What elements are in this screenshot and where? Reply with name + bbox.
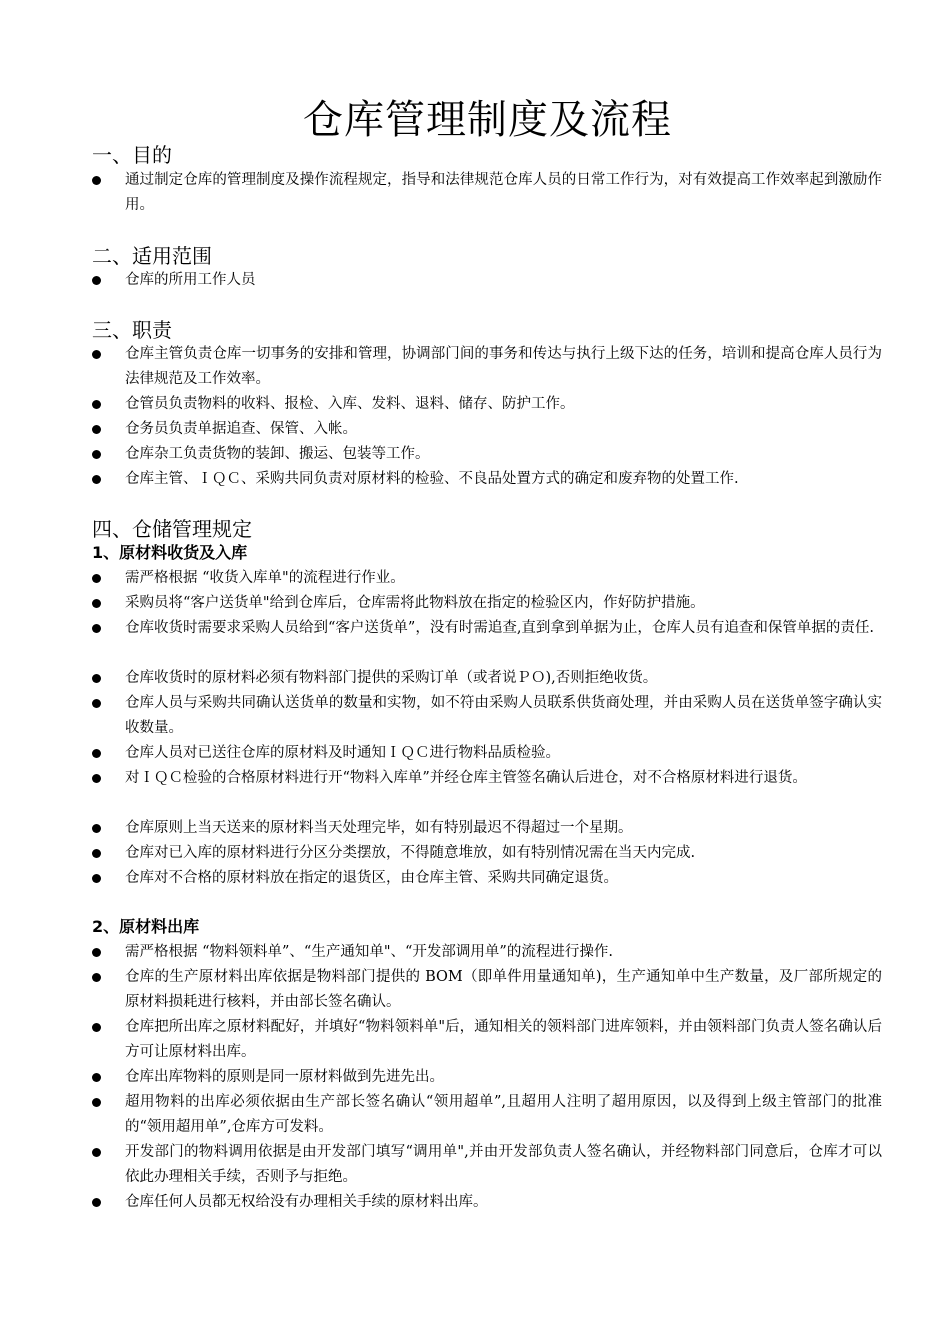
list-item-text: 仓库主管、ＩＱＣ、采购共同负责对原材料的检验、不良品处置方式的确定和废弃物的处置工作. — [125, 471, 739, 487]
bullet-icon — [92, 824, 101, 833]
list-item-text: 仓管员负责物料的收料、报检、入库、发料、退料、储存、防护工作。 — [125, 396, 575, 412]
list-item-text: 仓库任何人员都无权给没有办理相关手续的原材料出库。 — [125, 1194, 488, 1210]
bullet-icon — [92, 774, 101, 783]
subsection-heading-issuing: 2、原材料出库 — [92, 917, 200, 936]
list-item-text: 需严格根据 “物料领料单”、“生产通知单"、“开发部调用单”的流程进行操作. — [125, 944, 613, 960]
bullet-icon — [92, 874, 101, 883]
bullet-icon — [92, 276, 101, 285]
bullet-icon — [92, 176, 101, 185]
bullet-icon — [92, 574, 101, 583]
list-item-text: 仓库对不合格的原材料放在指定的退货区，由仓库主管、采购共同确定退货。 — [125, 870, 618, 886]
section-heading-purpose: 一、目的 — [92, 143, 172, 167]
list-item-text: 仓库的生产原材料出库依据是物料部门提供的 BOM（即单件用量通知单)，生产通知单中生产数量，及厂部所规定的原材料损耗进行核料，并由部长签名确认。 — [125, 969, 882, 1010]
bullet-icon — [92, 699, 101, 708]
bullet-icon — [92, 948, 101, 957]
list-item-text: 对ＩＱＣ检验的合格原材料进行开“物料入库单”并经仓库主管签名确认后进仓，对不合格原材料进行退货。 — [125, 770, 807, 786]
list-item-text: 超用物料的出库必须依据由生产部长签名确认“领用超单”,且超用人注明了超用原因，以及得到上级主管部门的批准的“领用超用单”,仓库方可发料。 — [125, 1094, 882, 1135]
document-title: 仓库管理制度及流程 — [303, 97, 672, 143]
list-item-text: 仓库主管负责仓库一切事务的安排和管理，协调部门间的事务和传达与执行上级下达的任务，培训和提高仓库人员行为法律规范及工作效率。 — [125, 346, 882, 387]
list-item-text: 采购员将“客户送货单"给到仓库后，仓库需将此物料放在指定的检验区内，作好防护措施。 — [125, 595, 705, 611]
list-item-text: 仓库收货时需要求采购人员给到“客户送货单”，没有时需追查,直到拿到单据为止，仓库人员有追查和保管单据的责任. — [125, 620, 875, 636]
bullet-icon — [92, 1073, 101, 1082]
list-item-text: 仓库的所用工作人员 — [125, 272, 256, 288]
bullet-icon — [92, 450, 101, 459]
list-item-text: 仓务员负责单据追查、保管、入帐。 — [125, 421, 357, 437]
bullet-icon — [92, 599, 101, 608]
list-item-text: 仓库出库物料的原则是同一原材料做到先进先出。 — [125, 1069, 444, 1085]
bullet-icon — [92, 973, 101, 982]
subsection-heading-receiving: 1、原材料收货及入库 — [92, 543, 248, 562]
bullet-icon — [92, 350, 101, 359]
list-item-text: 仓库对已入库的原材料进行分区分类摆放，不得随意堆放，如有特别情况需在当天内完成. — [125, 845, 696, 861]
bullet-icon — [92, 1023, 101, 1032]
list-item-text: 需严格根据 “收货入库单"的流程进行作业。 — [125, 570, 405, 586]
section-heading-storage-rules: 四、仓储管理规定 — [92, 517, 252, 541]
bullet-icon — [92, 1198, 101, 1207]
list-item-text: 通过制定仓库的管理制度及操作流程规定，指导和法律规范仓库人员的日常工作行为，对有效提高工作效率起到激励作用。 — [125, 172, 882, 213]
bullet-icon — [92, 1098, 101, 1107]
bullet-icon — [92, 475, 101, 484]
list-item-text: 仓库把所出库之原材料配好，并填好“物料领料单"后，通知相关的领料部门进库领料，并由领料部门负责人签名确认后方可让原材料出库。 — [125, 1019, 882, 1060]
bullet-icon — [92, 674, 101, 683]
bullet-icon — [92, 425, 101, 434]
list-item-text: 仓库杂工负责货物的装卸、搬运、包装等工作。 — [125, 446, 430, 462]
list-item-text: 开发部门的物料调用依据是由开发部门填写“调用单",并由开发部负责人签名确认，并经物料部门同意后，仓库才可以依此办理相关手续，否则予与拒绝。 — [125, 1144, 882, 1185]
list-item-text: 仓库原则上当天送来的原材料当天处理完毕，如有特别最迟不得超过一个星期。 — [125, 820, 633, 836]
bullet-icon — [92, 400, 101, 409]
list-item-text: 仓库人员对已送往仓库的原材料及时通知ＩＱＣ进行物料品质检验。 — [125, 745, 560, 761]
list-item-text: 仓库收货时的原材料必须有物料部门提供的采购订单（或者说ＰＯ),否则拒绝收货。 — [125, 670, 658, 686]
list-item-text: 仓库人员与采购共同确认送货单的数量和实物，如不符由采购人员联系供货商处理，并由采购人员在送货单签字确认实收数量。 — [125, 695, 882, 736]
section-heading-responsibilities: 三、职责 — [92, 318, 172, 342]
section-heading-scope: 二、适用范围 — [92, 244, 212, 268]
bullet-icon — [92, 624, 101, 633]
bullet-icon — [92, 1148, 101, 1157]
bullet-icon — [92, 849, 101, 858]
bullet-icon — [92, 749, 101, 758]
